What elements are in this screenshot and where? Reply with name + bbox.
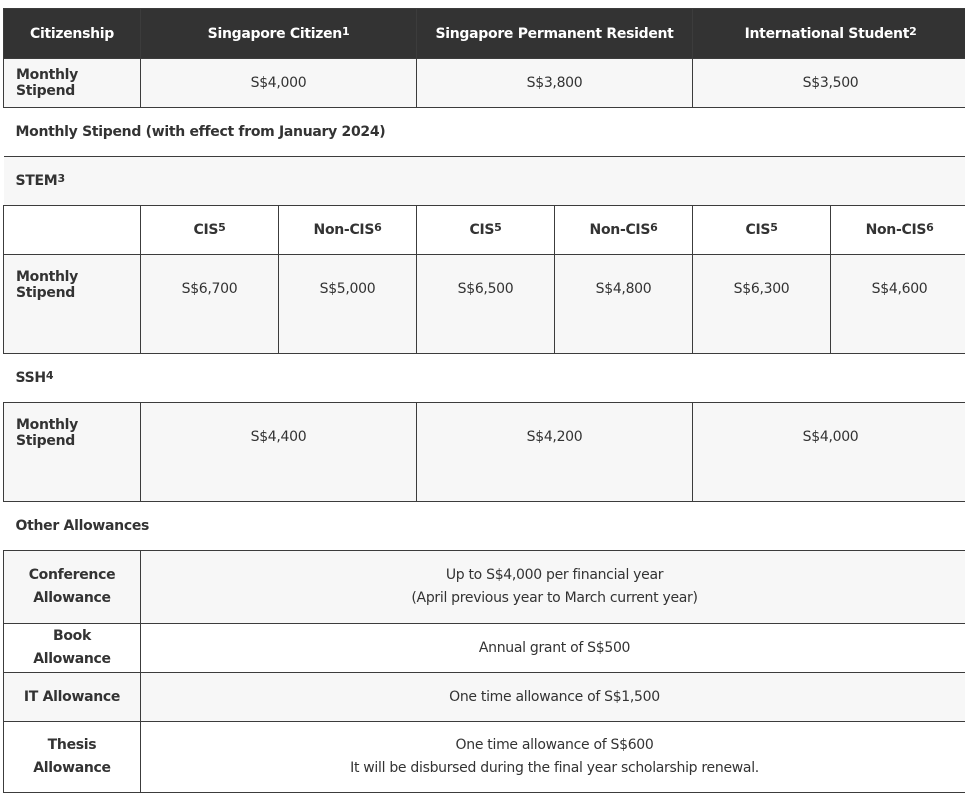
cell-ssh-intl: S$4,000: [693, 403, 965, 502]
footnote-3: 3: [57, 172, 64, 185]
footnote-1: 1: [342, 25, 349, 38]
table-row-stem-stipend: [4, 255, 965, 354]
table-row-base-stipend: [4, 59, 965, 108]
section-title-other: Other Allowances: [4, 502, 965, 551]
header-citizenship: Citizenship: [4, 9, 141, 59]
cell-sc-stipend: S$4,000: [141, 59, 417, 108]
section-row-stem: [4, 157, 965, 206]
row-label: Monthly Stipend: [4, 403, 141, 502]
cell-stem-sc-cis: S$6,700: [141, 255, 279, 354]
cell-stem-intl-cis: S$6,300: [693, 255, 831, 354]
empty-cell: [4, 206, 141, 255]
row-label: Book Allowance: [4, 624, 141, 673]
table-row-ssh-stipend: [4, 403, 965, 502]
subheader-noncis-sc: Non-CIS$^6$: [279, 206, 417, 255]
section-row-other: [4, 502, 965, 551]
cell-book-value: Annual grant of S$500: [141, 624, 965, 673]
section-title-ssh: SSH$^4$: [4, 354, 965, 403]
header-singapore-citizen: Singapore Citizen$^1$: [141, 9, 417, 59]
subheader-noncis-pr: Non-CIS$^6$: [555, 206, 693, 255]
header-row: [4, 9, 965, 59]
subheader-noncis-intl: Non-CIS$^6$: [831, 206, 965, 255]
cell-ssh-sc: S$4,400: [141, 403, 417, 502]
subheader-cis-intl: CIS$^5$: [693, 206, 831, 255]
cell-it-value: One time allowance of S$1,500: [141, 673, 965, 722]
section-title-stem: STEM$^3$: [4, 157, 965, 206]
cell-intl-stipend: S$3,500: [693, 59, 965, 108]
footnote-4: 4: [46, 369, 53, 382]
cell-pr-stipend: S$3,800: [417, 59, 693, 108]
table-row-it: [4, 673, 965, 722]
table-row-conference: [4, 551, 965, 624]
cell-stem-intl-noncis: S$4,600: [831, 255, 965, 354]
row-label: Conference Allowance: [4, 551, 141, 624]
cell-stem-sc-noncis: S$5,000: [279, 255, 417, 354]
section-row-2024: [4, 108, 965, 157]
section-row-ssh: [4, 354, 965, 403]
row-label: Monthly Stipend: [4, 255, 141, 354]
subheader-cis-pr: CIS$^5$: [417, 206, 555, 255]
footnote-2: 2: [909, 25, 916, 38]
row-label: Thesis Allowance: [4, 722, 141, 793]
stipend-table: [3, 8, 965, 793]
cell-thesis-value: One time allowance of S$600 It will be disbursed during the final year scholarship renewal.: [141, 722, 965, 793]
section-title-2024: Monthly Stipend (with effect from January 2024): [4, 108, 965, 157]
table-row-thesis: [4, 722, 965, 793]
table-row-book: [4, 624, 965, 673]
row-label: Monthly Stipend: [4, 59, 141, 108]
subheader-cis-sc: CIS$^5$: [141, 206, 279, 255]
cell-conference-value: Up to S$4,000 per financial year (April previous year to March current year): [141, 551, 965, 624]
header-permanent-resident: Singapore Permanent Resident: [417, 9, 693, 59]
table-row-cis-headers: [4, 206, 965, 255]
cell-ssh-pr: S$4,200: [417, 403, 693, 502]
cell-stem-pr-cis: S$6,500: [417, 255, 555, 354]
cell-stem-pr-noncis: S$4,800: [555, 255, 693, 354]
stipend-table-container: [3, 8, 965, 793]
row-label: IT Allowance: [4, 673, 141, 722]
header-international-student: International Student$^2$: [693, 9, 965, 59]
